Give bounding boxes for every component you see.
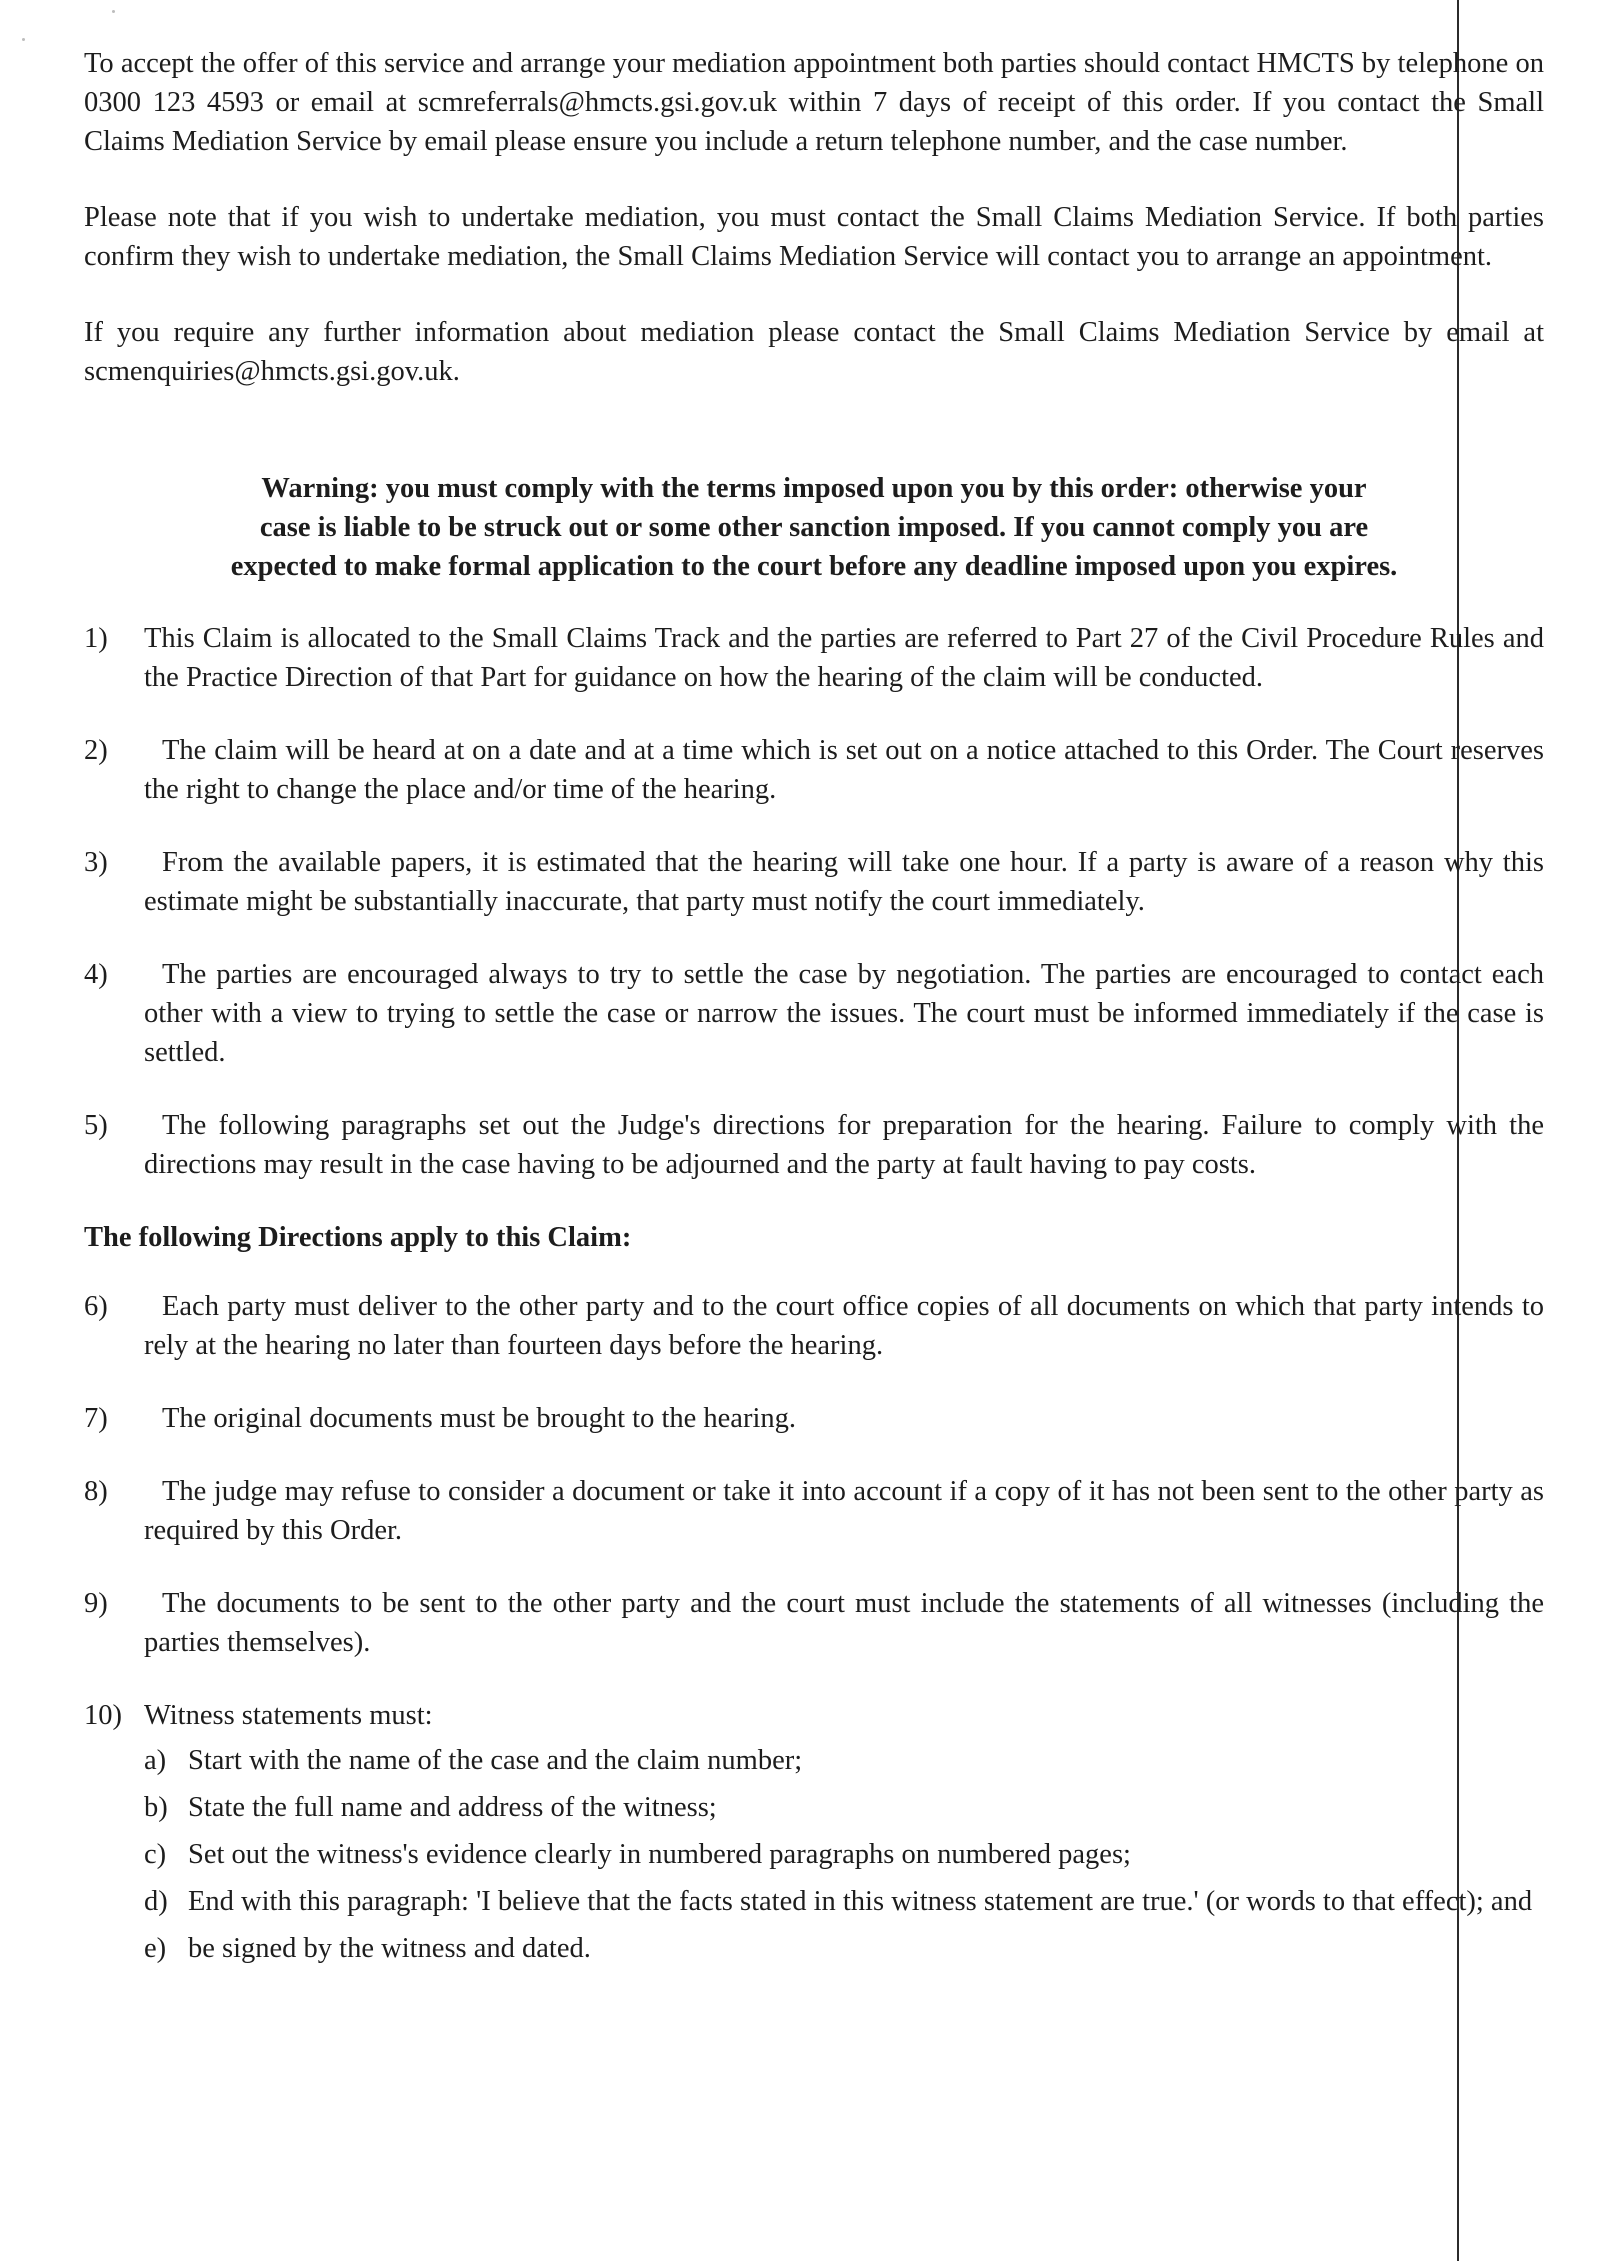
sub-item-text: State the full name and address of the witness; bbox=[188, 1792, 717, 1823]
item-body bbox=[144, 1696, 1544, 1976]
warning-notice bbox=[84, 469, 1544, 586]
item-text: This Claim is allocated to the Small Claims Track and the parties are referred to Part 27 of the Civil Procedure Rules and the Practice Direction of that Part for guidance on how the hearing of the claim will be conducted. bbox=[144, 623, 1544, 693]
order-item-10 bbox=[84, 1696, 1544, 1976]
item-text: The judge may refuse to consider a document or take it into account if a copy of it has not been sent to the other party as required by this Order. bbox=[144, 1476, 1544, 1546]
item-text: Witness statements must: bbox=[144, 1700, 433, 1731]
item-text: Each party must deliver to the other party and to the court office copies of all documents on which that party intends to rely at the hearing no later than fourteen days before the hearing. bbox=[144, 1291, 1544, 1361]
document-page bbox=[84, 44, 1544, 2010]
mediation-note-paragraph: Please note that if you wish to undertake mediation, you must contact the Small Claims Mediation Service. If both parties confirm they wish to undertake mediation, the Small Claims Mediation Service will contact you to arrange an appointment. bbox=[84, 202, 1544, 272]
item-text: The original documents must be brought to the hearing. bbox=[162, 1403, 796, 1434]
witness-statement-requirements bbox=[144, 1741, 1544, 1968]
directions-heading: The following Directions apply to this Claim: bbox=[84, 1222, 632, 1253]
item-number: 8) bbox=[84, 1476, 108, 1507]
item-number: 5) bbox=[84, 1110, 108, 1141]
item-number: 10) bbox=[84, 1700, 122, 1731]
order-item-9 bbox=[84, 1584, 1544, 1662]
list-item bbox=[144, 1835, 1544, 1874]
sub-item-letter: d) bbox=[144, 1886, 168, 1917]
list-item bbox=[144, 1741, 1544, 1780]
item-text: From the available papers, it is estimated that the hearing will take one hour. If a party is aware of a reason why this estimate might be substantially inaccurate, that party must notify the court immediately. bbox=[144, 847, 1544, 917]
sub-item-text: Set out the witness's evidence clearly in numbered paragraphs on numbered pages; bbox=[188, 1839, 1131, 1870]
item-number: 6) bbox=[84, 1291, 108, 1322]
order-item-4 bbox=[84, 955, 1544, 1072]
item-text: The following paragraphs set out the Judge's directions for preparation for the hearing. Failure to comply with the directions may result in the case having to be adjourned and the party at fault having to pay costs. bbox=[144, 1110, 1544, 1180]
warning-line: case is liable to be struck out or some other sanction imposed. If you cannot comply you are bbox=[259, 512, 1369, 543]
scan-speck bbox=[22, 38, 25, 41]
sub-item-letter: c) bbox=[144, 1839, 167, 1870]
scan-speck bbox=[112, 10, 115, 13]
warning-line: Warning: you must comply with the terms imposed upon you by this order: otherwise your bbox=[261, 473, 1367, 504]
item-number: 3) bbox=[84, 847, 108, 878]
list-item bbox=[144, 1929, 1544, 1968]
order-item-5 bbox=[84, 1106, 1544, 1184]
order-item-7 bbox=[84, 1399, 1544, 1438]
item-number: 7) bbox=[84, 1403, 108, 1434]
list-item bbox=[144, 1788, 1544, 1827]
mediation-info-paragraph: If you require any further information about mediation please contact the Small Claims Mediation Service by email at scmenquiries@hmcts.gsi.gov.uk. bbox=[84, 317, 1544, 387]
sub-item-text: Start with the name of the case and the claim number; bbox=[188, 1745, 803, 1776]
item-number: 1) bbox=[84, 623, 108, 654]
sub-item-letter: a) bbox=[144, 1745, 167, 1776]
sub-item-text: be signed by the witness and dated. bbox=[188, 1933, 591, 1964]
item-number: 4) bbox=[84, 959, 108, 990]
sub-item-letter: b) bbox=[144, 1792, 168, 1823]
order-item-2 bbox=[84, 731, 1544, 809]
list-item bbox=[144, 1882, 1544, 1921]
order-item-8 bbox=[84, 1472, 1544, 1550]
item-text: The claim will be heard at on a date and at a time which is set out on a notice attached to this Order. The Court reserves the right to change the place and/or time of the hearing. bbox=[144, 735, 1544, 805]
sub-item-letter: e) bbox=[144, 1933, 167, 1964]
item-text: The documents to be sent to the other party and the court must include the statements of all witnesses (including the parties themselves). bbox=[144, 1588, 1544, 1658]
order-item-1 bbox=[84, 619, 1544, 697]
order-item-6 bbox=[84, 1287, 1544, 1365]
item-number: 2) bbox=[84, 735, 108, 766]
item-text: The parties are encouraged always to try to settle the case by negotiation. The parties are encouraged to contact each other with a view to trying to settle the case or narrow the issues. The court must be informed immediately if the case is settled. bbox=[144, 959, 1544, 1068]
mediation-contact-paragraph: To accept the offer of this service and arrange your mediation appointment both parties should contact HMCTS by telephone on 0300 123 4593 or email at scmreferrals@hmcts.gsi.gov.uk within 7 days of receipt of this order. If you contact the Small Claims Mediation Service by email please ensure you include a return telephone number, and the case number. bbox=[84, 48, 1544, 157]
warning-line: expected to make formal application to the court before any deadline imposed upon you expires. bbox=[230, 551, 1398, 582]
item-number: 9) bbox=[84, 1588, 108, 1619]
order-item-3 bbox=[84, 843, 1544, 921]
sub-item-text: End with this paragraph: 'I believe that the facts stated in this witness statement are true.' (or words to that effect); and bbox=[188, 1886, 1533, 1917]
